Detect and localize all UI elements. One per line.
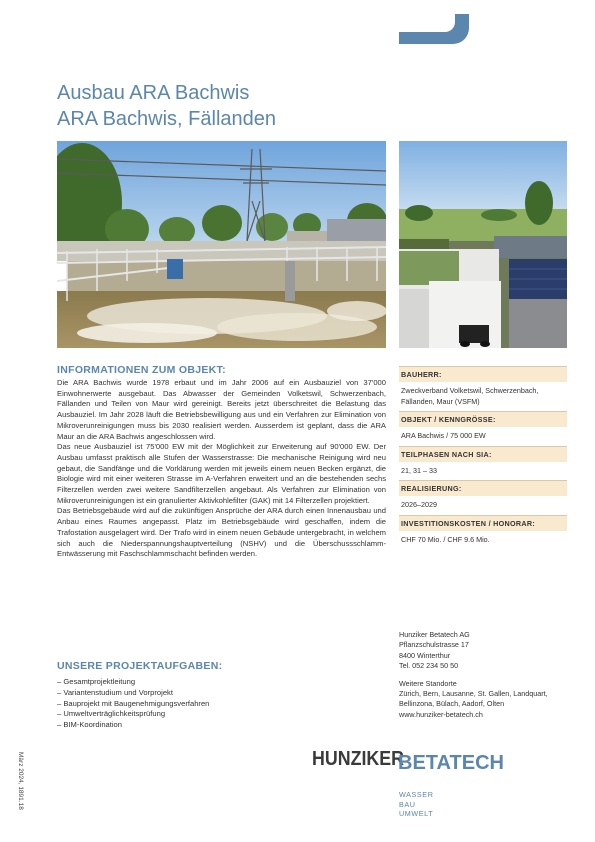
title-line-2: ARA Bachwis, Fällanden [57,108,277,130]
fact-value-kosten: CHF 70 Mio. / CHF 9.6 Mio. [401,534,490,544]
photo-treatment-basin [57,141,386,348]
brand-part-2: BETATECH [398,752,504,771]
fact-value-realisierung: 2026–2029 [401,500,437,510]
tagline-line-2: BAU [399,799,416,809]
fact-label-bauherr: BAUHERR: [399,366,567,382]
list-item: – Variantenstudium und Vorprojekt [57,687,173,697]
info-paragraph-1: Die ARA Bachwis wurde 1978 erbaut und im Jahr 2006 auf ein Ausbauziel von 37'000 Einwohnerwerte ausgebaut. Das Abwasser der Gemeinden Volketswil, Schwerzenbach, Fällanden und Teilen von Maur wird gereinigt. Bereits jetzt überschreitet die Belastung das Ausbauziel. Im Jahr 2028 läuft die Betriebsbewilligung aus und ein Verfahren zur Elimination von Mikroverunreinigungen muss bis 2030 realisiert werden. Ausserdem ist geplant, dass die ARA Maur an die ARA Bachwis angeschlossen wird. [57,378,386,441]
photo-aerial-building [399,141,567,348]
fact-label-kosten: INVESTITIONSKOSTEN / HONORAR: [399,515,567,531]
company-street: Pflanzschulstrasse 17 [399,640,469,650]
fact-label-realisierung: REALISIERUNG: [399,480,567,496]
info-paragraph-3: Das Betriebsgebäude wird auf die zukünftigen Ansprüche der ARA durch einen Innenausbau und Anbau eines Raumes angepasst. Platz im Betriebsgebäude wird geschaffen, indem die Trafostation ausgelagert wird. Der Trafo wird in einem neuen Gebäude untergebracht, in welchem sich auch die Niederspannungshauptverteilung (NSHV) und die Überschussschlamm-Entwässerung mit Faschschlammschacht befinden werden. [57,506,386,559]
title-line-1: Ausbau ARA Bachwis [57,82,250,104]
fact-value-objekt: ARA Bachwis / 75 000 EW [401,431,486,441]
list-item: – Gesamtprojektleitung [57,677,136,686]
page-title [57,80,276,132]
fact-label-objekt: OBJEKT / KENNGRÖSSE: [399,411,567,427]
company-name: Hunziker Betatech AG [399,630,470,639]
facts-sidebar [399,366,567,550]
fact-value-teilphasen: 21, 31 – 33 [401,465,437,475]
company-locations: Zürich, Bern, Lausanne, St. Gallen, Landquart, Bellinzona, Bülach, Aadorf, Olten [399,689,548,709]
date-reference-note: März 2024, 1891.18 [17,752,24,810]
company-phone: Tel. 052 234 50 50 [399,661,459,671]
fact-value-bauherr: Zweckverband Volketswil, Schwerzenbach, Fällanden, Maur (VSFM) [401,386,539,406]
company-locations-label: Weitere Standorte [399,678,457,688]
brand-part-1: HUNZIKER [312,748,405,770]
info-body [57,378,386,560]
company-contact [399,630,569,720]
list-item: – BIM-Koordination [57,720,123,730]
company-city: 8400 Winterthur [399,650,451,660]
list-item: – Bauprojekt mit Baugenehmigungsverfahren [57,698,210,708]
logo-mark [399,14,469,44]
tasks-list [57,677,357,731]
fact-label-teilphasen: TEILPHASEN NACH SIA: [399,446,567,462]
tagline-line-1: WASSER [399,790,434,799]
list-item: – Umweltverträglichkeitsprüfung [57,709,166,719]
info-heading: INFORMATIONEN ZUM OBJEKT: [57,364,226,376]
tagline [399,790,433,819]
info-paragraph-2: Das neue Ausbauziel ist 75'000 EW mit der Möglichkeit zur Erweiterung auf 90'000 EW. Der Ausbau umfasst praktisch alle Stufen der Wasserstrasse: Die mechanische Reinigung wird neu gebaut, die Sandfänge und die Vorklärung werden mit jeweils einem neuen Becken ergänzt, die Biologie wird mit einer weiteren Strasse im A-Verfahren erweitert und an die bestehenden sechs Filterzellen werden zwei weitere Sandfilterzellen angebaut. Als Verfahren zur Elimination von Mikroverunreinigungen ist ein granulierter Aktivkohlefilter (GAK) mit 14 Filterzellen projektiert. [57,442,386,505]
tasks-heading: UNSERE PROJEKTAUFGABEN: [57,660,223,672]
tagline-line-3: UMWELT [399,809,434,819]
brand-logo [312,745,517,771]
company-website-link[interactable]: www.hunziker-betatech.ch [399,709,483,719]
